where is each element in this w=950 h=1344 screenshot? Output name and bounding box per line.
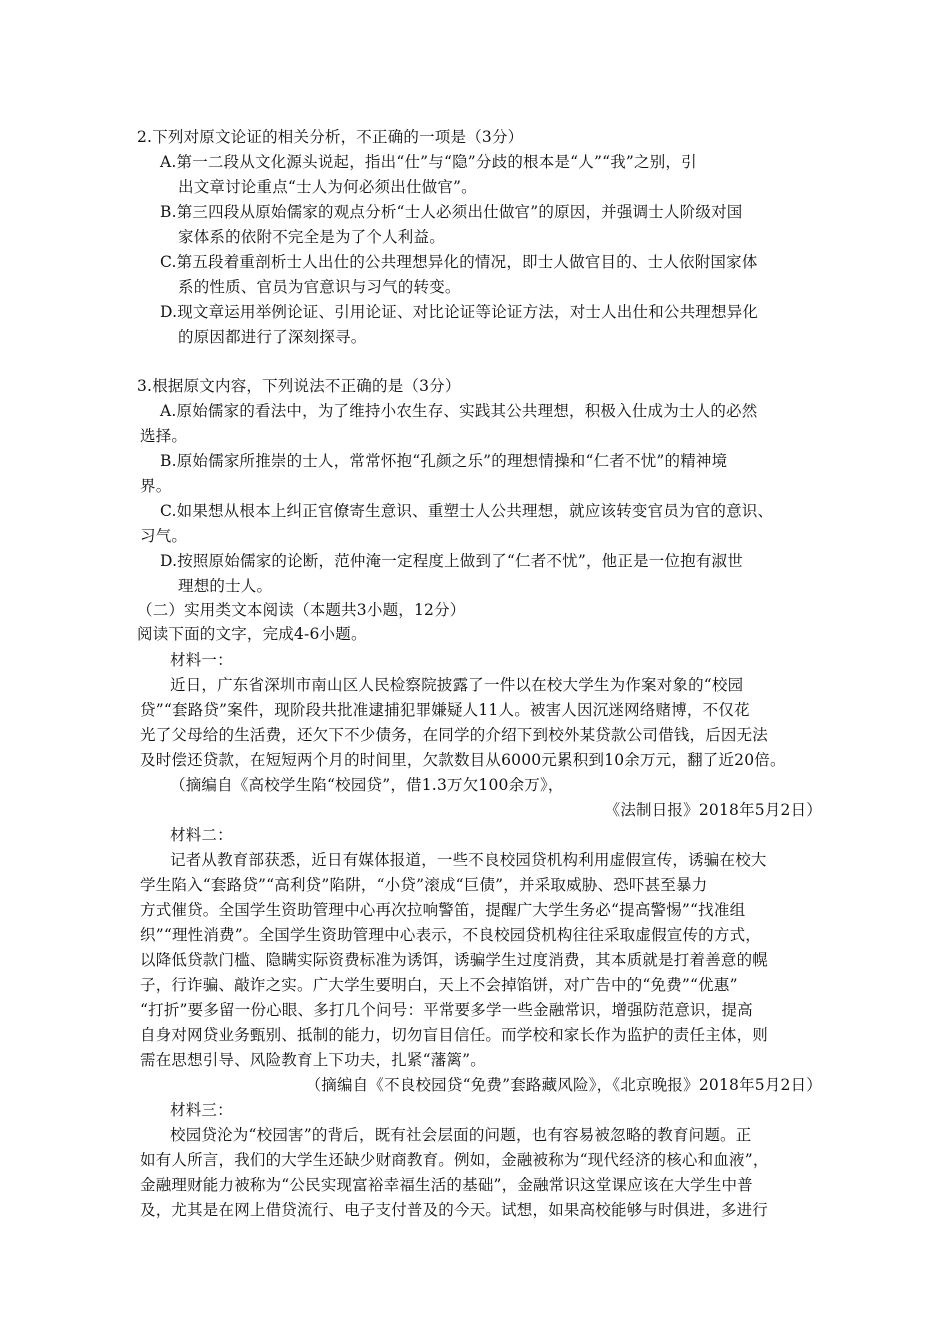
q3-option-c-line1: C.如果想从根本上纠正官僚寄生意识、重塑士人公共理想，就应该转变官员为官的意识、 xyxy=(160,502,774,520)
q2-option-c-line1: C.第五段着重剖析士人出仕的公共理想异化的情况，即士人做官目的、士人依附国家体 xyxy=(160,253,758,271)
q2-option-a-line2: 出文章讨论重点“士人为何必须出仕做官”。 xyxy=(178,178,477,196)
material-2-line-4: 织”“理性消费”。全国学生资助管理中心表示，不良校园贷机构往往采取虚假宣传的方式， xyxy=(140,926,761,944)
material-1-line-1: 近日，广东省深圳市南山区人民检察院披露了一件以在校大学生为作案对象的“校园 xyxy=(170,676,744,694)
q3-option-b-line1: B.原始儒家所推崇的士人，常常怀抱“孔颜之乐”的理想情操和“仁者不忧”的精神境 xyxy=(160,452,728,470)
question-3-stem: 3.根据原文内容，下列说法不正确的是（3分） xyxy=(137,377,461,395)
material-3-line-1: 校园贷沦为“校园害”的背后，既有社会层面的问题，也有容易被忽略的教育问题。正 xyxy=(170,1126,752,1144)
q3-option-c-line2: 习气。 xyxy=(140,527,188,545)
q3-option-a-line2: 选择。 xyxy=(140,427,188,445)
material-2-line-7: “打折”要多留一份心眼、多打几个问号：平常要多学一些金融常识，增强防范意识，提高 xyxy=(140,1001,753,1019)
material-2-line-8: 自身对网贷业务甄别、抵制的能力，切勿盲目信任。而学校和家长作为监护的责任主体，则 xyxy=(140,1026,769,1044)
q3-option-d-line1: D.按照原始儒家的论断，范仲淹一定程度上做到了“仁者不忧”，他正是一位抱有淑世 xyxy=(160,552,743,570)
material-2-label: 材料二： xyxy=(170,826,233,844)
material-2-line-3: 方式催贷。全国学生资助管理中心再次拉响警笛，提醒广大学生务必“提高警惕”“找准组 xyxy=(140,901,746,919)
material-1-source-line-1: （摘编自《高校学生陷“校园贷”，借1.3万欠100余万》， xyxy=(170,776,564,794)
section-heading: （二）实用类文本阅读（本题共3小题，12分） xyxy=(137,601,466,619)
material-1-line-3: 光了父母给的生活费，还欠下不少债务，在同学的介绍下到校外某贷款公司借钱，后因无法 xyxy=(140,726,769,744)
q3-option-d-line2: 理想的士人。 xyxy=(178,577,273,595)
material-1-line-4: 及时偿还贷款，在短短两个月的时间里，欠款数目从6000元累积到10余万元，翻了近20倍。 xyxy=(140,751,786,769)
material-2-source: （摘编自《不良校园贷“免费”套路藏风险》，《北京晚报》2018年5月2日） xyxy=(305,1076,822,1094)
material-2-line-5: 以降低贷款门槛、隐瞒实际资费标准为诱饵，诱骗学生过度消费，其本质就是打着善意的幌 xyxy=(140,951,769,969)
question-2-stem: 2.下列对原文论证的相关分析，不正确的一项是（3分） xyxy=(137,128,524,146)
q2-option-c-line2: 系的性质、官员为官意识与习气的转变。 xyxy=(178,278,461,296)
material-2-line-1: 记者从教育部获悉，近日有媒体报道，一些不良校园贷机构利用虚假宣传，诱骗在校大 xyxy=(170,851,767,869)
material-2-line-9: 需在思想引导、风险教育上下功夫，扎紧“藩篱”。 xyxy=(140,1051,486,1069)
material-3-line-2: 如有人所言，我们的大学生还缺少财商教育。例如，金融被称为“现代经济的核心和血液”， xyxy=(140,1151,769,1169)
material-2-line-2: 学生陷入“套路贷”“高利贷”陷阱，“小贷”滚成“巨债”，并采取威胁、恐吓甚至暴力 xyxy=(140,876,708,894)
q2-option-b-line1: B.第三四段从原始儒家的观点分析“士人必须出仕做官”的原因，并强调士人阶级对国 xyxy=(160,203,743,221)
material-3-label: 材料三： xyxy=(170,1101,233,1119)
q3-option-b-line2: 界。 xyxy=(140,477,172,495)
q2-option-d-line1: D.现文章运用举例论证、引用论证、对比论证等论证方法，对士人出仕和公共理想异化 xyxy=(160,303,759,321)
q3-option-a-line1: A.原始儒家的看法中，为了维持小农生存、实践其公共理想，积极入仕成为士人的必然 xyxy=(160,402,758,420)
material-1-source-line-2: 《法制日报》2018年5月2日） xyxy=(604,801,822,819)
q2-option-d-line2: 的原因都进行了深刻探寻。 xyxy=(178,328,367,346)
section-instruction: 阅读下面的文字，完成4-6小题。 xyxy=(137,625,367,643)
material-3-line-4: 及，尤其是在网上借贷流行、电子支付普及的今天。试想，如果高校能够与时俱进，多进行 xyxy=(140,1201,769,1219)
q2-option-a-line1: A.第一二段从文化源头说起，指出“仕”与“隐”分歧的根本是“人”“我”之别，引 xyxy=(160,153,697,171)
material-1-label: 材料一： xyxy=(170,651,233,669)
material-1-line-2: 贷”“套路贷”案件，现阶段共批准逮捕犯罪嫌疑人11人。被害人因沉迷网络赌博，不仅花 xyxy=(140,701,750,719)
material-3-line-3: 金融理财能力被称为“公民实现富裕幸福生活的基础”，金融常识这堂课应该在大学生中普 xyxy=(140,1176,753,1194)
q2-option-b-line2: 家体系的依附不完全是为了个人利益。 xyxy=(178,228,445,246)
material-2-line-6: 子，行诈骗、敲诈之实。广大学生要明白，天上不会掉馅饼，对广告中的“免费”“优惠” xyxy=(140,976,738,994)
